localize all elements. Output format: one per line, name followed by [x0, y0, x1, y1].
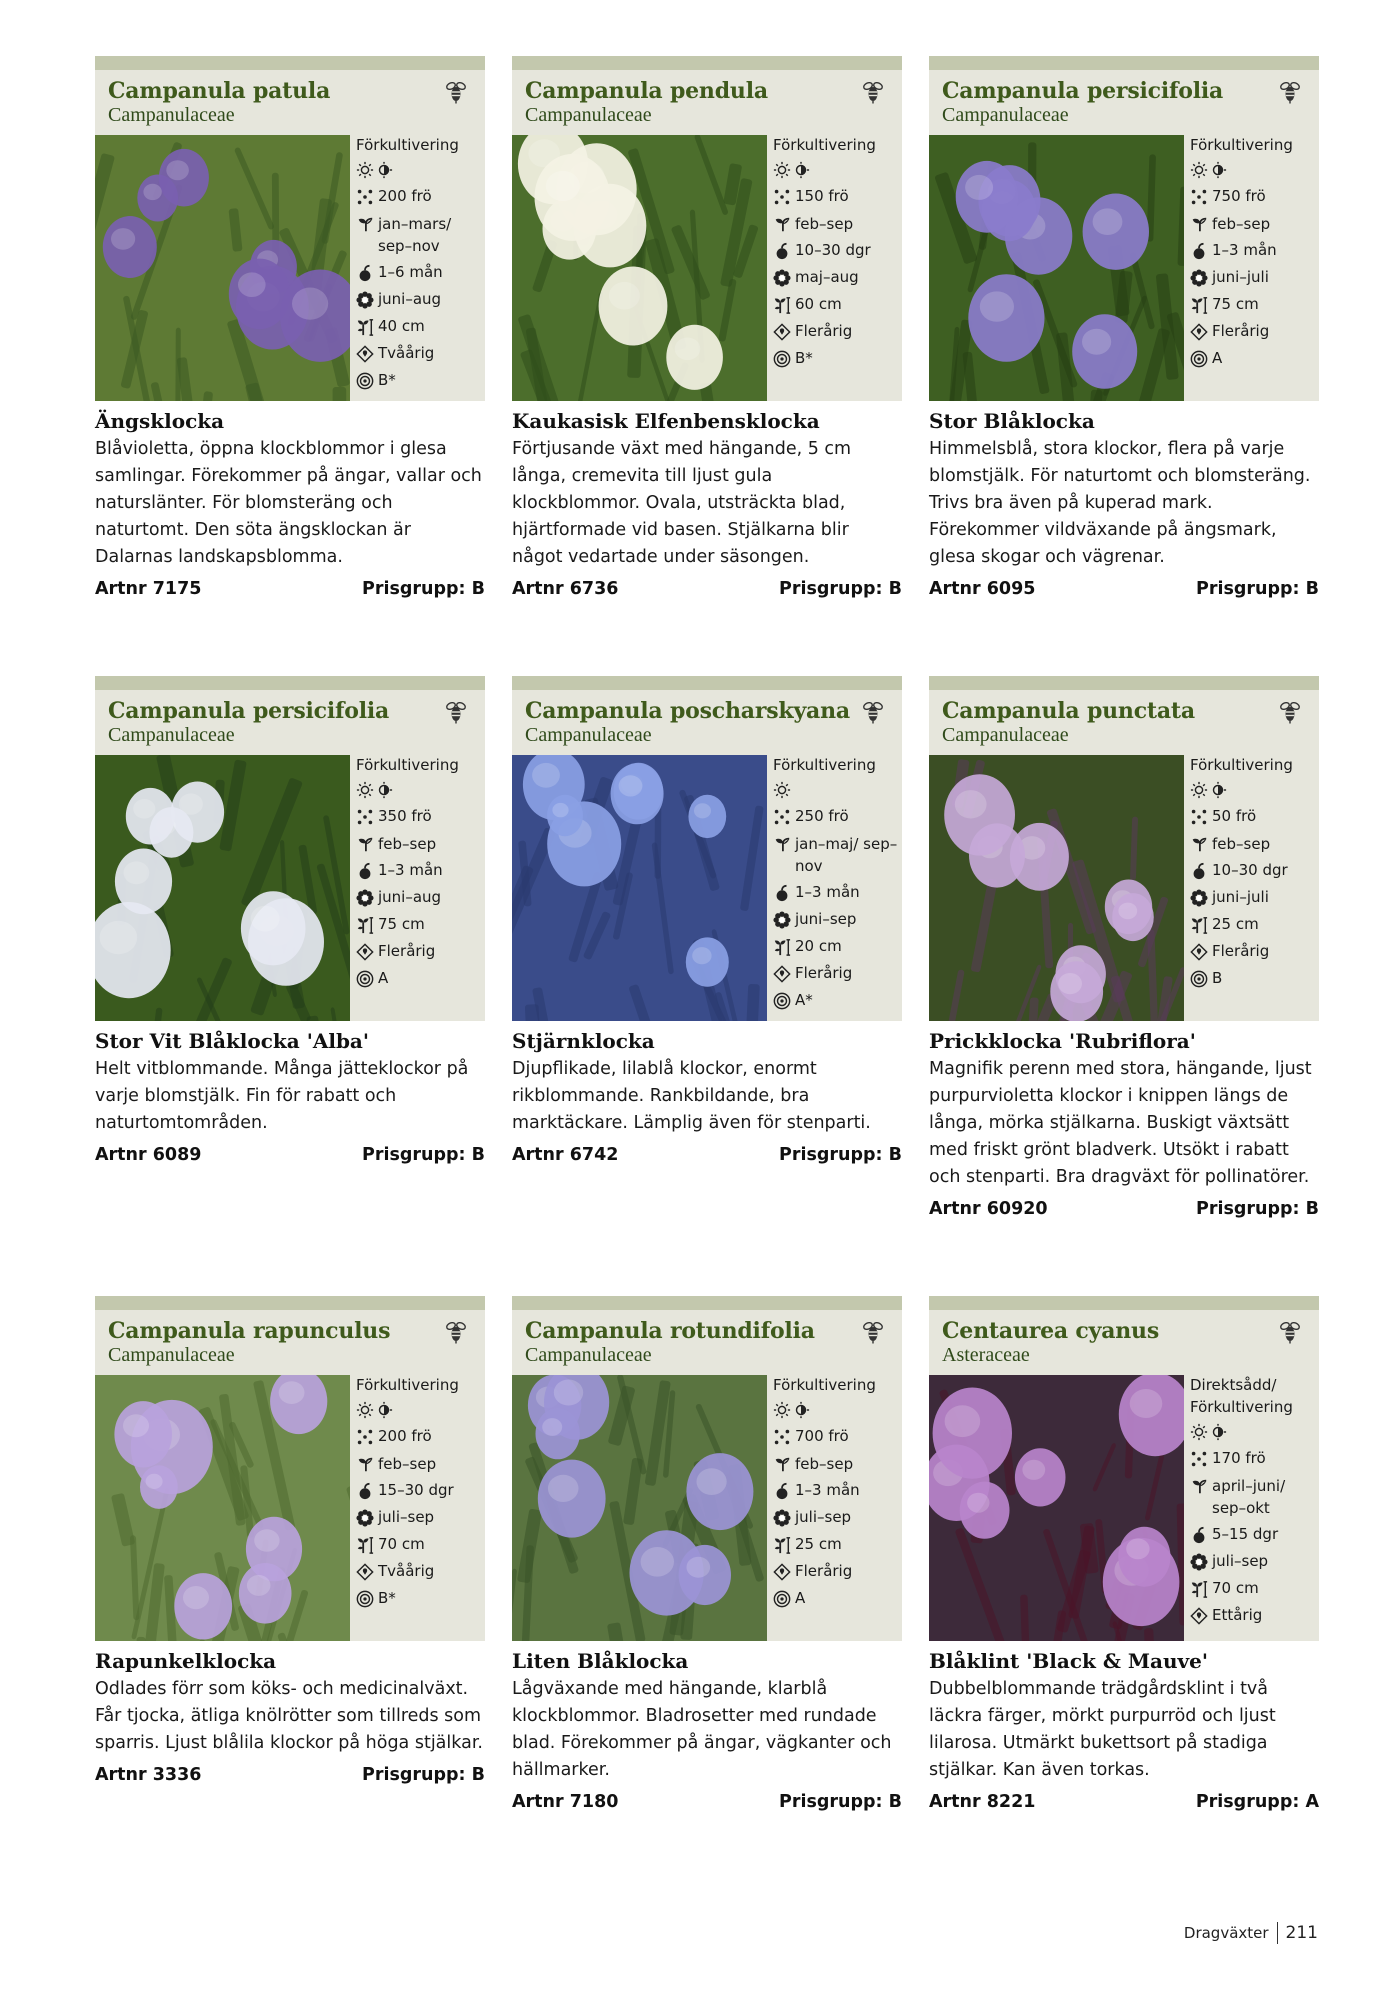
sowing-time: feb–sep	[1212, 215, 1271, 233]
price-group: Prisgrupp: B	[362, 1765, 485, 1785]
bloom-icon	[356, 286, 378, 313]
zone-icon	[773, 345, 795, 372]
lifecycle-icon	[1190, 938, 1212, 965]
sowing-time-icon	[1190, 1472, 1212, 1499]
seeds-icon	[356, 803, 378, 830]
price-group: Prisgrupp: B	[779, 579, 902, 599]
plant-card	[512, 56, 902, 599]
plant-height: 70 cm	[1212, 1579, 1259, 1597]
sowing-time: jan–maj/ sep–nov	[795, 835, 898, 875]
lifecycle: Flerårig	[378, 942, 436, 960]
bloom-icon	[1190, 264, 1212, 291]
hardiness-zone: B	[1212, 969, 1223, 987]
seeds-icon	[1190, 1445, 1212, 1472]
zone-icon	[1190, 965, 1212, 992]
cultivation-info	[356, 132, 484, 394]
plant-info-panel	[512, 56, 902, 401]
plant-card	[929, 676, 1319, 1219]
plant-info-panel	[929, 56, 1319, 401]
light-requirement	[773, 156, 901, 183]
sowing-time-icon	[1190, 830, 1212, 857]
seed-count: 250 frö	[795, 807, 849, 825]
zone-icon	[356, 965, 378, 992]
hardiness-zone: A	[795, 1589, 806, 1607]
germination-icon	[1190, 857, 1212, 884]
bloom-period: juli–sep	[378, 1508, 435, 1526]
plant-height: 25 cm	[795, 1535, 842, 1553]
lifecycle-icon	[356, 340, 378, 367]
plant-photo	[929, 1375, 1184, 1641]
scientific-name: Campanula rotundifolia	[525, 1318, 815, 1344]
plant-info-panel	[929, 1296, 1319, 1641]
germination-time: 1–3 mån	[378, 861, 443, 879]
plant-height: 25 cm	[1212, 915, 1259, 933]
plant-info-panel	[95, 1296, 485, 1641]
sowing-method: Förkultivering	[773, 1376, 876, 1394]
price-group: Prisgrupp: B	[1196, 1199, 1319, 1219]
plant-height: 40 cm	[378, 317, 425, 335]
plant-info-panel	[95, 56, 485, 401]
bee-icon	[1279, 700, 1301, 724]
lifecycle: Flerårig	[1212, 322, 1270, 340]
plant-description: Magnifik perenn med stora, hängande, ljust purpurvioletta klockor i knippen längs de långa, mörka stjälkarna. Buskigt växtsätt med friskt grönt bladverk. Utsökt i rabatt och stenparti. Bra dragväxt för pollinatörer.	[929, 1059, 1312, 1187]
sowing-method: Förkultivering	[356, 136, 459, 154]
zone-icon	[356, 1585, 378, 1612]
plant-height: 70 cm	[378, 1535, 425, 1553]
plant-family: Campanulaceae	[525, 1344, 652, 1366]
plant-info-panel	[512, 676, 902, 1021]
germination-time: 1–6 mån	[378, 263, 443, 281]
bloom-period: juni–aug	[378, 290, 442, 308]
seed-count: 750 frö	[1212, 187, 1266, 205]
seeds-icon	[773, 803, 795, 830]
plant-family: Campanulaceae	[108, 1344, 235, 1366]
scientific-name: Campanula rapunculus	[108, 1318, 391, 1344]
lifecycle: Tvåårig	[378, 1562, 435, 1580]
sowing-time: feb–sep	[1212, 835, 1271, 853]
sowing-time: feb–sep	[378, 835, 437, 853]
bloom-period: maj–aug	[795, 268, 859, 286]
germination-icon	[1190, 237, 1212, 264]
plant-card	[929, 56, 1319, 599]
panel-header-bar	[512, 676, 902, 690]
plant-info-panel	[512, 1296, 902, 1641]
cultivation-info	[1190, 752, 1318, 992]
cultivation-info	[773, 1372, 901, 1612]
half-shade-icon	[1209, 1423, 1227, 1441]
plant-info-panel	[929, 676, 1319, 1021]
sowing-time: feb–sep	[378, 1455, 437, 1473]
sowing-method: Förkultivering	[773, 136, 876, 154]
plant-card	[512, 1296, 902, 1812]
plant-card	[512, 676, 902, 1165]
germination-icon	[773, 879, 795, 906]
page-footer	[1184, 1922, 1318, 1944]
sowing-time: jan–mars/ sep–nov	[378, 215, 452, 255]
scientific-name: Campanula poscharskyana	[525, 698, 850, 724]
plant-description: Blåvioletta, öppna klockblommor i glesa samlingar. Förekommer på ängar, vallar och naturslänter. För blomsteräng och naturtomt. Den söta ängsklockan är Dalarnas landskapsblomma.	[95, 439, 482, 567]
bloom-period: juli–sep	[1212, 1552, 1269, 1570]
plant-family: Campanulaceae	[525, 104, 652, 126]
light-requirement	[1190, 1418, 1318, 1445]
light-requirement	[1190, 156, 1318, 183]
lifecycle-icon	[773, 960, 795, 987]
common-name: Liten Blåklocka	[512, 1649, 689, 1673]
order-info	[95, 579, 485, 599]
germination-time: 15–30 dgr	[378, 1481, 454, 1499]
sowing-method: Förkultivering	[1190, 756, 1293, 774]
article-number: Artnr 6742	[512, 1145, 619, 1165]
panel-header-bar	[95, 1296, 485, 1310]
plant-description: Dubbelblommande trädgårdsklint i två läckra färger, mörkt purpurröd och ljust lilarosa. Utmärkt bukettsort på stadiga stjälkar. Kan även torkas.	[929, 1679, 1276, 1780]
plant-card	[95, 1296, 485, 1785]
plant-height: 75 cm	[378, 915, 425, 933]
bloom-icon	[1190, 1548, 1212, 1575]
plant-family: Campanulaceae	[525, 724, 652, 746]
common-name: Stor Blåklocka	[929, 409, 1095, 433]
bee-icon	[862, 80, 884, 104]
lifecycle: Flerårig	[1212, 942, 1270, 960]
hardiness-zone: B*	[795, 349, 813, 367]
plant-family: Asteraceae	[942, 1344, 1030, 1366]
cultivation-info	[773, 752, 901, 1014]
bloom-icon	[356, 1504, 378, 1531]
sun-icon	[773, 1401, 791, 1419]
bloom-icon	[773, 906, 795, 933]
plant-photo	[929, 755, 1184, 1021]
sowing-method: Förkultivering	[356, 1376, 459, 1394]
half-shade-icon	[1209, 781, 1227, 799]
page-number: 211	[1285, 1923, 1318, 1943]
order-info	[512, 1792, 902, 1812]
seeds-icon	[773, 183, 795, 210]
order-info	[929, 1199, 1319, 1219]
height-icon	[773, 1531, 795, 1558]
bee-icon	[445, 700, 467, 724]
article-number: Artnr 6095	[929, 579, 1036, 599]
sowing-time-icon	[356, 210, 378, 237]
bee-icon	[1279, 1320, 1301, 1344]
article-number: Artnr 3336	[95, 1765, 202, 1785]
common-name: Rapunkelklocka	[95, 1649, 277, 1673]
lifecycle: Flerårig	[795, 1562, 853, 1580]
sowing-time-icon	[773, 1450, 795, 1477]
bloom-icon	[773, 264, 795, 291]
plant-photo	[95, 1375, 350, 1641]
germination-time: 1–3 mån	[795, 1481, 860, 1499]
cultivation-info	[356, 1372, 484, 1612]
scientific-name: Campanula persicifolia	[942, 78, 1224, 104]
bloom-period: juni–sep	[795, 910, 857, 928]
light-requirement	[356, 156, 484, 183]
article-number: Artnr 60920	[929, 1199, 1048, 1219]
lifecycle: Flerårig	[795, 322, 853, 340]
price-group: Prisgrupp: B	[779, 1145, 902, 1165]
sun-icon	[356, 161, 374, 179]
order-info	[95, 1765, 485, 1785]
seeds-icon	[356, 183, 378, 210]
article-number: Artnr 7175	[95, 579, 202, 599]
scientific-name: Centaurea cyanus	[942, 1318, 1160, 1344]
sowing-time-icon	[773, 210, 795, 237]
plant-description: Odlades förr som köks- och medicinalväxt. Får tjocka, ätliga knölrötter som tillreds som sparris. Ljust blålila klockor på höga stjälkar.	[95, 1679, 483, 1753]
germination-time: 5–15 dgr	[1212, 1525, 1279, 1543]
order-info	[929, 1792, 1319, 1812]
lifecycle: Tvåårig	[378, 344, 435, 362]
common-name: Ängsklocka	[95, 409, 225, 433]
seed-count: 700 frö	[795, 1427, 849, 1445]
plant-height: 20 cm	[795, 937, 842, 955]
panel-header-bar	[95, 56, 485, 70]
plant-card	[95, 676, 485, 1165]
bloom-period: juni–juli	[1212, 888, 1269, 906]
plant-height: 75 cm	[1212, 295, 1259, 313]
plant-description: Lågväxande med hängande, klarblå klockblommor. Bladrosetter med rundade blad. Förekommer på ängar, vägkanter och hällmarker.	[512, 1679, 892, 1780]
sun-icon	[1190, 161, 1208, 179]
bloom-icon	[356, 884, 378, 911]
scientific-name: Campanula pendula	[525, 78, 768, 104]
height-icon	[1190, 1575, 1212, 1602]
germination-time: 1–3 mån	[1212, 241, 1277, 259]
price-group: Prisgrupp: B	[362, 1145, 485, 1165]
sowing-time: feb–sep	[795, 215, 854, 233]
price-group: Prisgrupp: B	[362, 579, 485, 599]
sowing-method: Direktsådd/ Förkultivering	[1190, 1376, 1293, 1416]
seed-count: 350 frö	[378, 807, 432, 825]
height-icon	[356, 313, 378, 340]
light-requirement	[356, 776, 484, 803]
panel-header-bar	[512, 56, 902, 70]
plant-photo	[512, 755, 767, 1021]
bloom-period: juni–aug	[378, 888, 442, 906]
article-number: Artnr 7180	[512, 1792, 619, 1812]
plant-photo	[929, 135, 1184, 401]
order-info	[512, 579, 902, 599]
price-group: Prisgrupp: B	[779, 1792, 902, 1812]
plant-photo	[512, 1375, 767, 1641]
order-info	[512, 1145, 902, 1165]
price-group: Prisgrupp: B	[1196, 579, 1319, 599]
common-name: Kaukasisk Elfenbensklocka	[512, 409, 820, 433]
plant-photo	[95, 135, 350, 401]
article-number: Artnr 6089	[95, 1145, 202, 1165]
seeds-icon	[356, 1423, 378, 1450]
hardiness-zone: A	[378, 969, 389, 987]
article-number: Artnr 6736	[512, 579, 619, 599]
plant-family: Campanulaceae	[942, 104, 1069, 126]
seed-count: 50 frö	[1212, 807, 1257, 825]
cultivation-info	[356, 752, 484, 992]
sowing-time-icon	[1190, 210, 1212, 237]
light-requirement	[356, 1396, 484, 1423]
lifecycle-icon	[1190, 318, 1212, 345]
germination-icon	[773, 1477, 795, 1504]
common-name: Prickklocka 'Rubriflora'	[929, 1029, 1196, 1053]
price-group: Prisgrupp: A	[1195, 1792, 1319, 1812]
light-requirement	[1190, 776, 1318, 803]
panel-header-bar	[95, 676, 485, 690]
scientific-name: Campanula punctata	[942, 698, 1195, 724]
seeds-icon	[1190, 183, 1212, 210]
plant-description: Djupflikade, lilablå klockor, enormt rikblommande. Rankbildande, bra marktäckare. Lämplig även för stenparti.	[512, 1059, 871, 1133]
seed-count: 200 frö	[378, 1427, 432, 1445]
half-shade-icon	[375, 1401, 393, 1419]
section-name: Dragväxter	[1183, 1924, 1269, 1942]
bloom-period: juni–juli	[1212, 268, 1269, 286]
common-name: Blåklint 'Black & Mauve'	[929, 1649, 1208, 1673]
plant-height: 60 cm	[795, 295, 842, 313]
sowing-method: Förkultivering	[773, 756, 876, 774]
sun-icon	[356, 781, 374, 799]
lifecycle-icon	[356, 938, 378, 965]
height-icon	[356, 1531, 378, 1558]
seed-count: 170 frö	[1212, 1449, 1266, 1467]
light-requirement	[773, 776, 901, 803]
plant-family: Campanulaceae	[108, 724, 235, 746]
height-icon	[356, 911, 378, 938]
panel-header-bar	[929, 56, 1319, 70]
bloom-period: juli–sep	[795, 1508, 852, 1526]
order-info	[95, 1145, 485, 1165]
height-icon	[773, 291, 795, 318]
plant-photo	[95, 755, 350, 1021]
bloom-icon	[773, 1504, 795, 1531]
lifecycle: Ettårig	[1212, 1606, 1263, 1624]
panel-header-bar	[929, 676, 1319, 690]
lifecycle-icon	[356, 1558, 378, 1585]
scientific-name: Campanula persicifolia	[108, 698, 390, 724]
light-requirement	[773, 1396, 901, 1423]
lifecycle: Flerårig	[795, 964, 853, 982]
zone-icon	[773, 987, 795, 1014]
bee-icon	[862, 1320, 884, 1344]
lifecycle-icon	[773, 318, 795, 345]
hardiness-zone: B*	[378, 371, 396, 389]
common-name: Stor Vit Blåklocka 'Alba'	[95, 1029, 370, 1053]
order-info	[929, 579, 1319, 599]
common-name: Stjärnklocka	[512, 1029, 655, 1053]
sowing-time-icon	[356, 1450, 378, 1477]
bloom-icon	[1190, 884, 1212, 911]
half-shade-icon	[792, 1401, 810, 1419]
sowing-time: april–juni/ sep–okt	[1212, 1477, 1286, 1517]
sowing-method: Förkultivering	[356, 756, 459, 774]
sun-icon	[773, 781, 791, 799]
bee-icon	[1279, 80, 1301, 104]
plant-description: Helt vitblommande. Många jätteklockor på varje blomstjälk. Fin för rabatt och naturtomtområden.	[95, 1059, 469, 1133]
sowing-time: feb–sep	[795, 1455, 854, 1473]
plant-card	[929, 1296, 1319, 1812]
article-number: Artnr 8221	[929, 1792, 1036, 1812]
germination-icon	[356, 1477, 378, 1504]
plant-family: Campanulaceae	[942, 724, 1069, 746]
scientific-name: Campanula patula	[108, 78, 331, 104]
plant-description: Förtjusande växt med hängande, 5 cm långa, cremevita till ljust gula klockblommor. Ovala, utsträckta blad, hjärtformade vid basen. Stjälkarna blir något vedartade under säsongen.	[512, 439, 852, 567]
hardiness-zone: A	[1212, 349, 1223, 367]
height-icon	[773, 933, 795, 960]
seed-count: 200 frö	[378, 187, 432, 205]
cultivation-info	[773, 132, 901, 372]
half-shade-icon	[792, 161, 810, 179]
seeds-icon	[1190, 803, 1212, 830]
plant-card	[95, 56, 485, 599]
hardiness-zone: B*	[378, 1589, 396, 1607]
panel-header-bar	[512, 1296, 902, 1310]
bee-icon	[862, 700, 884, 724]
germination-icon	[356, 259, 378, 286]
plant-description: Himmelsblå, stora klockor, flera på varje blomstjälk. För naturtomt och blomsteräng. Trivs bra även på kuperad mark. Förekommer vildväxande på ängsmark, glesa skogar och vägrenar.	[929, 439, 1311, 567]
seeds-icon	[773, 1423, 795, 1450]
height-icon	[1190, 291, 1212, 318]
germination-time: 1–3 mån	[795, 883, 860, 901]
germination-icon	[356, 857, 378, 884]
germination-time: 10–30 dgr	[1212, 861, 1288, 879]
half-shade-icon	[375, 161, 393, 179]
zone-icon	[356, 367, 378, 394]
bee-icon	[445, 80, 467, 104]
seed-count: 150 frö	[795, 187, 849, 205]
germination-time: 10–30 dgr	[795, 241, 871, 259]
half-shade-icon	[375, 781, 393, 799]
sun-icon	[356, 1401, 374, 1419]
plant-info-panel	[95, 676, 485, 1021]
sun-icon	[773, 161, 791, 179]
sowing-time-icon	[773, 830, 795, 857]
lifecycle-icon	[773, 1558, 795, 1585]
panel-header-bar	[929, 1296, 1319, 1310]
bee-icon	[445, 1320, 467, 1344]
sun-icon	[1190, 1423, 1208, 1441]
height-icon	[1190, 911, 1212, 938]
sowing-time-icon	[356, 830, 378, 857]
zone-icon	[1190, 345, 1212, 372]
sun-icon	[1190, 781, 1208, 799]
half-shade-icon	[1209, 161, 1227, 179]
sowing-method: Förkultivering	[1190, 136, 1293, 154]
plant-family: Campanulaceae	[108, 104, 235, 126]
germination-icon	[1190, 1521, 1212, 1548]
hardiness-zone: A*	[795, 991, 813, 1009]
footer-divider	[1277, 1922, 1278, 1944]
cultivation-info	[1190, 132, 1318, 372]
plant-photo	[512, 135, 767, 401]
lifecycle-icon	[1190, 1602, 1212, 1629]
germination-icon	[773, 237, 795, 264]
cultivation-info	[1190, 1372, 1318, 1629]
zone-icon	[773, 1585, 795, 1612]
